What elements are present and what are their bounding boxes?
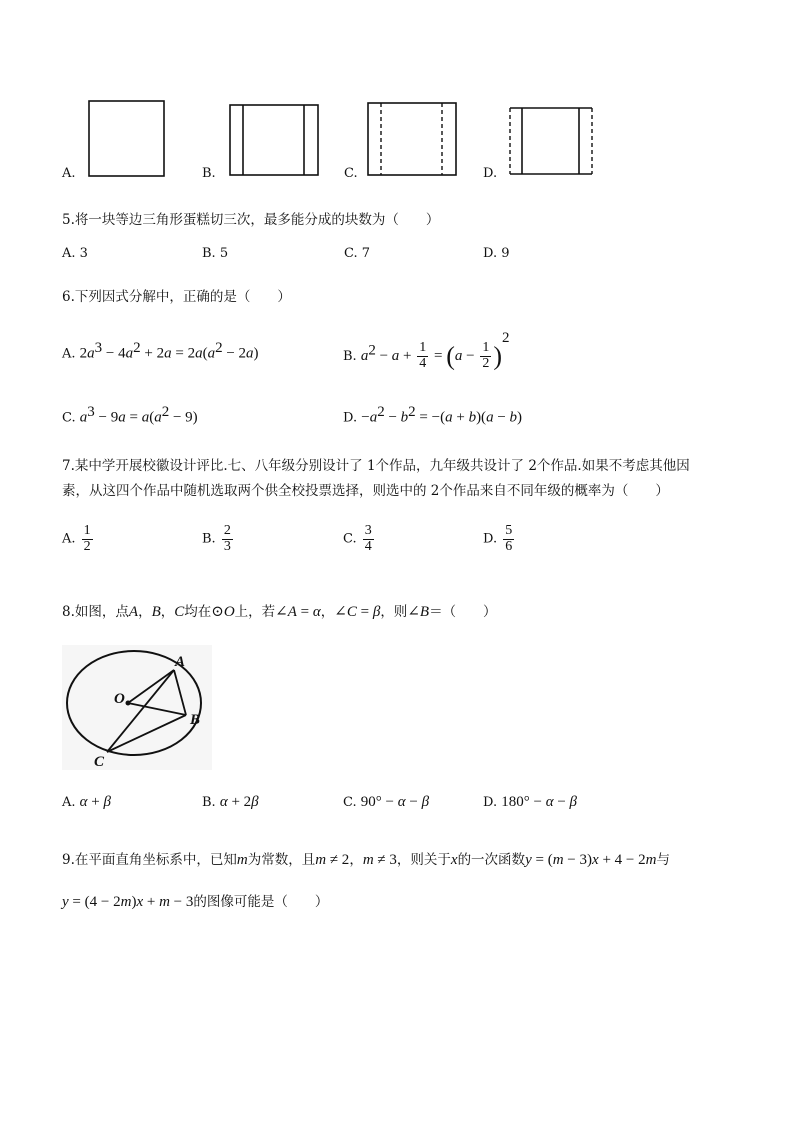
q4-figure-a <box>89 101 164 176</box>
q8-option-c: C. 90° − α − β <box>343 794 430 810</box>
q8-option-b: B. α + 2β <box>202 794 259 810</box>
q6-option-d: D. $-a^2 - b^2 = -(a + b)(a - b)$ <box>343 404 523 426</box>
label-a: A <box>175 654 186 670</box>
q5-option-d: D. 9 <box>483 246 510 261</box>
q4-figures <box>0 90 794 190</box>
q5-option-b: B. 5 <box>202 246 229 261</box>
q8-option-d: D. 180° − α − β <box>483 794 578 810</box>
q5-stem: 5.将一块等边三角形蛋糕切三次，最多能分成的块数为（ ） <box>62 212 440 228</box>
q6-stem: 6.下列因式分解中，正确的是（ ） <box>62 289 291 305</box>
q4-figure-b <box>230 105 318 175</box>
label-o: O <box>114 691 125 707</box>
q5-option-c: C. 7 <box>344 246 371 261</box>
q7-stem-line1: 7.某中学开展校徽设计评比.七、八年级分别设计了 1个作品，九年级共设计了 2个作品.如果不考虑其他因 <box>62 458 690 474</box>
q6-label-b: B. <box>343 349 357 364</box>
q8-stem: 8.如图，点A，B，C均在⊙O上，若∠A = α，∠C = β，则∠B＝（ ） <box>62 604 497 620</box>
q7-option-d: D. $\frac{5}{6}$ <box>483 523 513 554</box>
q7-option-b: B. $\frac{2}{3}$ <box>202 523 231 554</box>
q4-label-d: D. <box>483 166 498 181</box>
q4-figure-c <box>368 103 456 175</box>
q6-option-a: A. $2a^3 - 4a^2 + 2a = 2a(a^2 - 2a)$ <box>62 340 259 362</box>
q7-option-c: C. $\frac{3}{4}$ <box>343 523 372 554</box>
q4-label-c: C. <box>344 166 358 181</box>
q6-option-b: B. $a^2 - a$ + $\frac{1}{4}$ = (a − $\frac{1}{2}$ )$^2$ <box>343 330 510 371</box>
q6-option-c: C. $a^3 - 9a = a(a^2 - 9)$ <box>62 404 198 426</box>
q8-circle-figure <box>62 645 212 770</box>
q9-stem-line2: y = (4 − 2m)x + m − 3的图像可能是（ ） <box>62 894 329 910</box>
center-point <box>126 701 131 706</box>
q4-label-b: B. <box>202 166 216 181</box>
q8-option-a: A. α + β <box>62 794 111 810</box>
q4-figure-d <box>510 108 592 174</box>
label-c: C <box>94 754 105 770</box>
q4-label-a: A. <box>62 166 76 181</box>
q6-label-c: C. <box>62 410 76 426</box>
q7-stem-line2: 素，从这四个作品中随机选取两个供全校投票选择，则选中的 2个作品来自不同年级的概率为（ ） <box>62 483 669 499</box>
q7-option-a: A. $\frac{1}{2}$ <box>62 523 91 554</box>
q6-label-d: D. <box>343 410 358 426</box>
q6-label-a: A. <box>62 346 76 362</box>
q9-stem-line1: 9.在平面直角坐标系中，已知m为常数，且m ≠ 2，m ≠ 3，则关于x的一次函数y = (m − 3)x + 4 − 2m与 <box>62 852 670 868</box>
q5-option-a: A. 3 <box>62 246 88 261</box>
label-b: B <box>190 712 201 728</box>
